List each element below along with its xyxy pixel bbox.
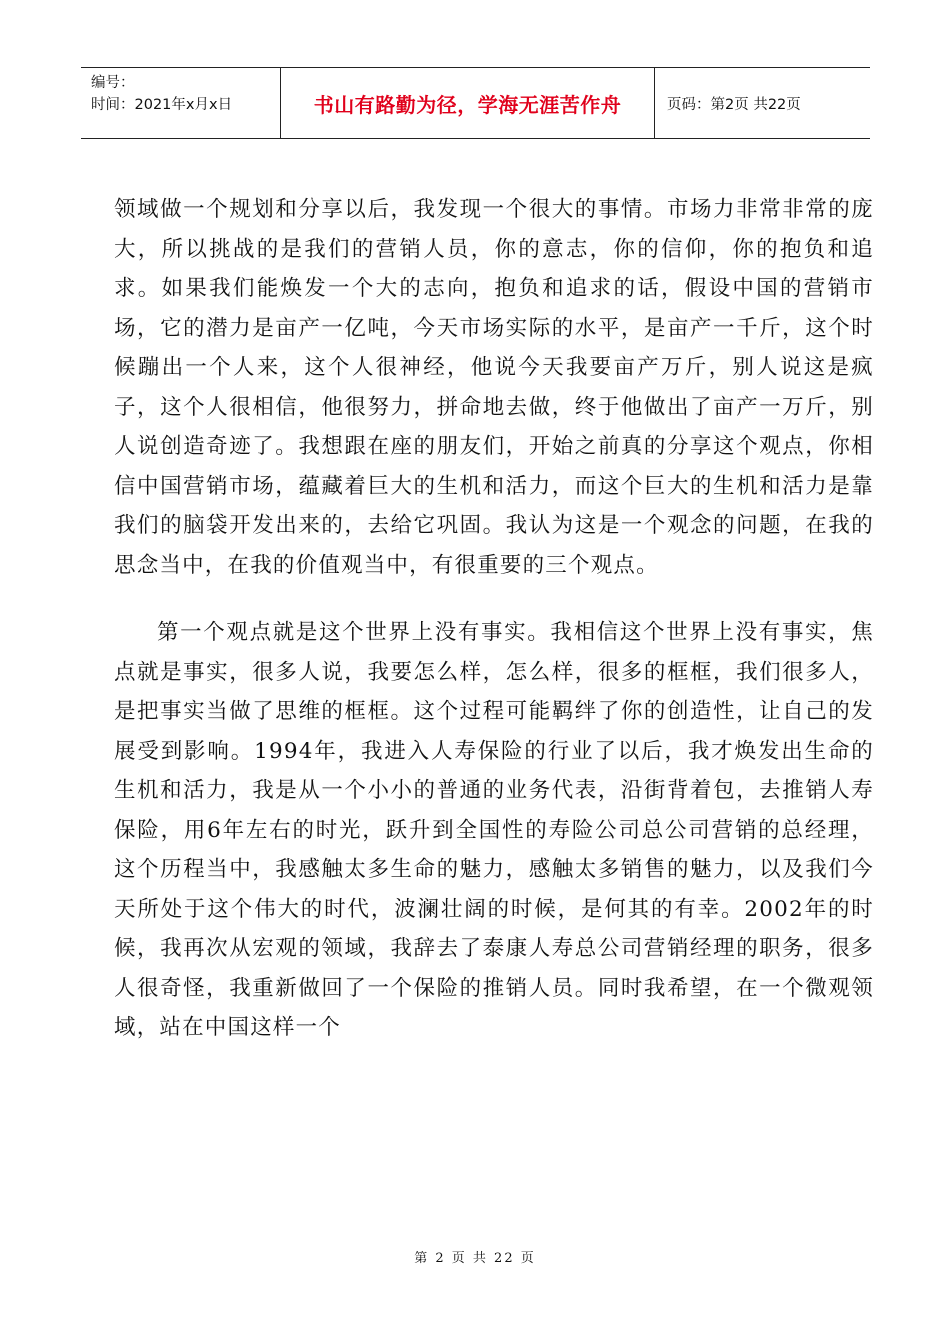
header-meta [81,68,281,138]
header-page-info: 页码：第2页 共22页 [667,96,801,113]
paragraph-2: 第一个观点就是这个世界上没有事实。我相信这个世界上没有事实，焦点就是事实，很多人说，我要怎么样，怎么样，很多的框框，我们很多人，是把事实当做了思维的框框。这个过程可能羁绊了你的创造性，让自己的发展受到影响。1994年，我进入人寿保险的行业了以后，我才焕发出生命的生机和活力，我是从一个小小的普通的业务代表，沿街背着包，去推销人寿保险，用6年左右的时光，跃升到全国性的寿险公司总公司营销的总经理，这个历程当中，我感触太多生命的魅力，感触太多销售的魅力，以及我们今天所处于这个伟大的时代，波澜壮阔的时候，是何其的有幸。2002年的时候，我再次从宏观的领域，我辞去了泰康人寿总公司营销经理的职务，很多人很奇怪，我重新做回了一个保险的推销人员。同时我希望，在一个微观领域，站在中国这样一个 [114,620,874,1040]
page-footer: 第 2 页 共 22 页 [414,1251,536,1266]
number-label: 编号： [91,75,135,91]
document-body [114,190,874,1048]
paragraph-1: 领域做一个规划和分享以后，我发现一个很大的事情。市场力非常非常的庞大，所以挑战的是我们的营销人员，你的意志，你的信仰，你的抱负和追求。如果我们能焕发一个大的志向，抱负和追求的话，假设中国的营销市场，它的潜力是亩产一亿吨，今天市场实际的水平，是亩产一千斤，这个时候蹦出一个人来，这个人很神经，他说今天我要亩产万斤，别人说这是疯子，这个人很相信，他很努力，拼命地去做，终于他做出了亩产一万斤，别人说创造奇迹了。我想跟在座的朋友们，开始之前真的分享这个观点，你相信中国营销市场，蕴藏着巨大的生机和活力，而这个巨大的生机和活力是靠我们的脑袋开发出来的，去给它巩固。我认为这是一个观念的问题，在我的思念当中，在我的价值观当中，有很重要的三个观点。 [114,197,874,578]
document-header [81,67,870,139]
date-label: 时间：2021年x月x日 [91,97,233,113]
header-motto: 书山有路勤为径，学海无涯苦作舟 [281,68,655,138]
